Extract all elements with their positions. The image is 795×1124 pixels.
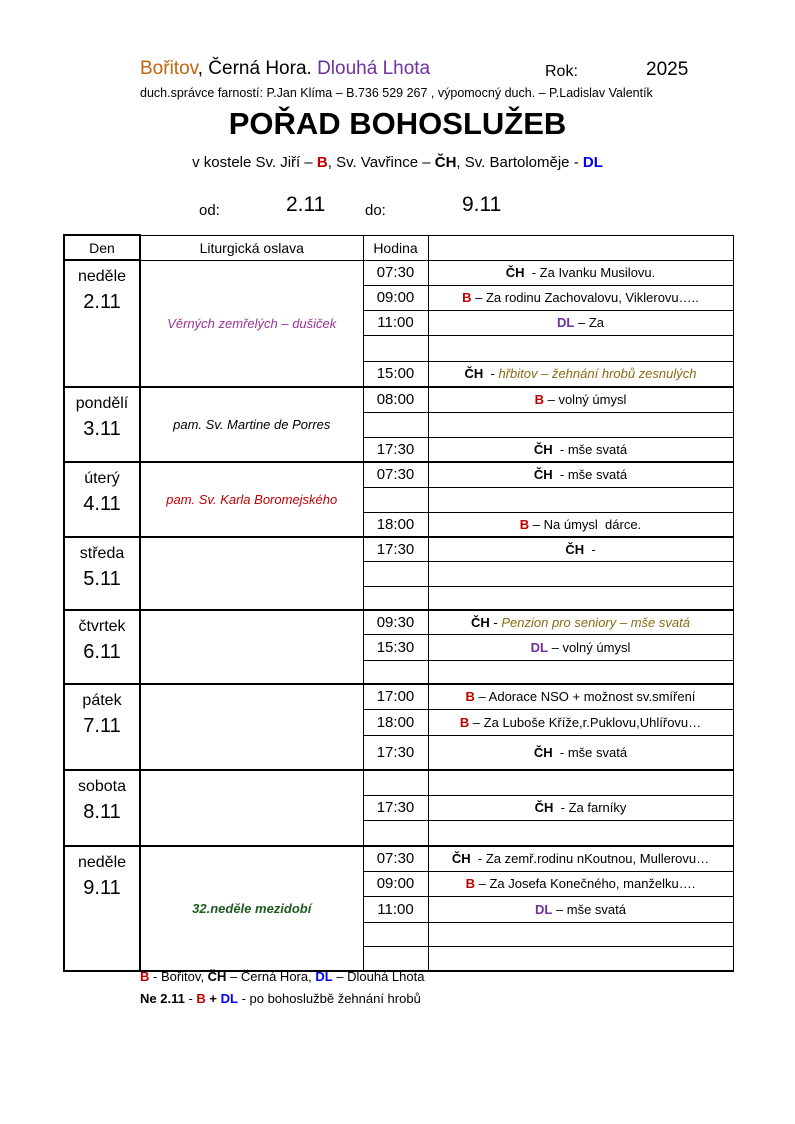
intention-cell [428,735,733,770]
churches-code-b: B [316,154,328,171]
churches-code-ch: ČH [434,154,457,171]
intention-text: – Za rodinu Zachovalovu, Viklerovu….. [471,290,699,305]
time-cell: 09:00 [363,285,428,310]
intention-text: – Za Josefa Konečného, manželku…. [474,876,696,891]
intention-cell [428,896,733,922]
parish-boritov: Bořitov [140,58,198,79]
intention-text: – Adorace NSO + možnost sv.smíření [474,689,696,705]
church-code: ČH [464,366,484,382]
clergy-line: duch.správce farností: P.Jan Klíma – B.736 529 267 , výpomocný duch. – P.Ladislav Valentík [140,86,653,100]
time-cell [363,412,428,437]
time-cell: 17:30 [363,795,428,820]
intention-text: - Za Ivanku Musilovu. [524,265,656,280]
day-name: pondělí [75,395,129,412]
legend-ch: ČH [207,969,227,984]
intention-cell [428,922,733,946]
day-name: neděle [77,854,127,871]
church-code: ČH [565,541,585,557]
day-name: úterý [84,470,120,487]
legend-note [140,991,421,1006]
day-date: 2.11 [83,291,121,313]
intention-cell [428,260,733,285]
intention-cell [428,512,733,537]
church-code: DL [534,901,553,917]
intention-text: - mše svatá [552,441,628,457]
day-date: 8.11 [83,801,121,823]
church-code: ČH [533,467,553,483]
table-row [64,610,733,634]
note-sep: - [184,991,197,1006]
time-cell: 15:00 [363,361,428,387]
legend-dl-text: – Dlouhá Lhota [332,969,425,984]
intention-text: – Za [574,315,604,330]
time-cell: 17:00 [363,684,428,709]
day-cell [64,462,140,537]
church-code: B [519,516,530,532]
schedule-body [64,260,733,971]
feast-cell [140,684,363,770]
feast-cell [140,537,363,610]
intention-cell [428,487,733,512]
to-date: 9.11 [462,193,502,216]
intention-cell [428,561,733,586]
note-dl: DL [220,991,238,1006]
year-value: 2025 [646,59,689,80]
church-code: ČH [505,265,525,280]
intention-cell [428,871,733,896]
intention-cell [428,770,733,795]
legend-b: B [140,969,150,984]
day-date: 3.11 [83,418,121,440]
intention-cell [428,634,733,660]
intention-cell [428,846,733,871]
time-cell: 11:00 [363,310,428,335]
table-row [64,387,733,412]
feast-cell: Věrných zemřelých – dušiček [140,260,363,387]
intention-text: – Na úmysl dárce. [529,516,642,532]
time-cell: 17:30 [363,437,428,462]
time-cell: 15:30 [363,634,428,660]
feast-cell [140,770,363,846]
day-cell [64,260,140,387]
time-cell: 07:30 [363,260,428,285]
intention-cell [428,660,733,684]
intention-cell [428,412,733,437]
day-date: 7.11 [83,715,121,737]
header-feast: Liturgická oslava [140,235,363,260]
time-cell: 09:00 [363,871,428,896]
church-code: ČH [451,851,471,867]
day-cell [64,537,140,610]
intention-cell [428,820,733,846]
intention-text: - Za farníky [553,800,627,815]
intention-text: - [489,614,502,630]
church-code: ČH [471,614,490,630]
note-plus: + [205,991,221,1006]
time-cell: 07:30 [363,846,428,871]
header-intention [428,235,733,260]
time-cell [363,586,428,610]
day-date: 9.11 [83,877,121,899]
intention-cell [428,310,733,335]
intention-cell [428,437,733,462]
day-cell [64,770,140,846]
time-cell: 17:30 [363,735,428,770]
time-cell [363,770,428,795]
time-cell: 18:00 [363,709,428,735]
day-cell [64,846,140,971]
note-prefix: Ne 2.11 [140,991,185,1006]
day-cell [64,610,140,684]
schedule-table [63,234,734,972]
day-name: sobota [77,778,127,795]
table-header-row [64,235,733,260]
intention-cell [428,684,733,709]
intention-cell [428,709,733,735]
intention-text: – volný úmysl [547,639,631,655]
feast-cell: pam. Sv. Martine de Porres [140,387,363,462]
intention-text: - mše svatá [552,744,628,760]
day-name: středa [79,545,125,562]
church-code: B [465,689,475,705]
time-cell [363,335,428,361]
parish-cerna-hora: Černá Hora. [208,58,312,79]
intention-note: Penzion pro seniory – mše svatá [501,614,690,630]
church-code: ČH [534,800,554,815]
church-code: ČH [533,744,553,760]
intention-text: – Za Luboše Kříže,r.Puklovu,Uhlířovu… [469,714,702,730]
church-code: B [462,290,472,305]
day-name: pátek [82,692,122,709]
time-cell [363,946,428,971]
churches-code-dl: DL [582,154,603,171]
feast-cell: 32.neděle mezidobí [140,846,363,971]
intention-text: - [483,366,499,382]
church-code: B [465,876,475,891]
intention-cell [428,537,733,561]
header-day: Den [64,235,140,260]
year-label: Rok: [545,63,578,80]
intention-text: - Za zemř.rodinu nKoutnou, Mullerovu… [470,851,710,867]
note-text: - po bohoslužbě žehnání hrobů [237,991,421,1006]
church-code: ČH [533,441,553,457]
time-cell: 17:30 [363,537,428,561]
legend-codes [140,969,424,984]
churches-text-3: , Sv. Bartoloměje - [456,154,583,171]
intention-cell [428,361,733,387]
table-row [64,537,733,561]
day-cell [64,387,140,462]
time-cell: 07:30 [363,462,428,487]
day-name: neděle [77,268,127,285]
legend-dl: DL [315,969,333,984]
from-date: 2.11 [286,193,326,216]
day-date: 6.11 [83,641,121,663]
intention-cell [428,335,733,361]
church-code: B [534,392,544,408]
to-label: do: [365,202,386,219]
table-row [64,260,733,285]
time-cell [363,660,428,684]
intention-text: - mše svatá [552,467,628,483]
time-cell [363,561,428,586]
church-code: DL [557,315,575,330]
time-cell [363,487,428,512]
churches-text-1: v kostele Sv. Jiří – [192,154,317,171]
intention-text: – mše svatá [552,901,627,917]
parish-sep-1: , [197,58,209,79]
churches-text-2: , Sv. Vavřince – [327,154,435,171]
intention-cell [428,946,733,971]
table-row [64,462,733,487]
intention-cell [428,586,733,610]
intention-cell [428,462,733,487]
time-cell [363,820,428,846]
day-name: čtvrtek [78,618,126,635]
time-cell: 18:00 [363,512,428,537]
feast-cell [140,610,363,684]
legend-b-text: - Bořitov, [149,969,208,984]
table-row [64,770,733,795]
page-title: POŘAD BOHOSLUŽEB [228,106,567,141]
day-cell [64,684,140,770]
day-date: 5.11 [83,568,121,590]
intention-cell [428,795,733,820]
church-code: B [459,714,470,730]
intention-cell [428,387,733,412]
parish-dlouha-lhota: Dlouhá Lhota [317,58,431,79]
intention-note: hřbitov – žehnání hrobů zesnulých [498,366,697,382]
legend-ch-text: – Černá Hora, [226,969,316,984]
day-date: 4.11 [83,493,121,515]
time-cell: 11:00 [363,896,428,922]
time-cell [363,922,428,946]
note-b: B [196,991,206,1006]
parish-names [140,58,430,80]
churches-line [0,154,795,171]
intention-text: – volný úmysl [544,392,627,408]
header-time: Hodina [363,235,428,260]
feast-cell: pam. Sv. Karla Boromejského [140,462,363,537]
table-row [64,684,733,709]
time-cell: 08:00 [363,387,428,412]
intention-cell [428,610,733,634]
time-cell: 09:30 [363,610,428,634]
intention-text: - [584,541,596,557]
table-row [64,846,733,871]
from-label: od: [199,202,220,219]
intention-cell [428,285,733,310]
church-code: DL [530,639,548,655]
